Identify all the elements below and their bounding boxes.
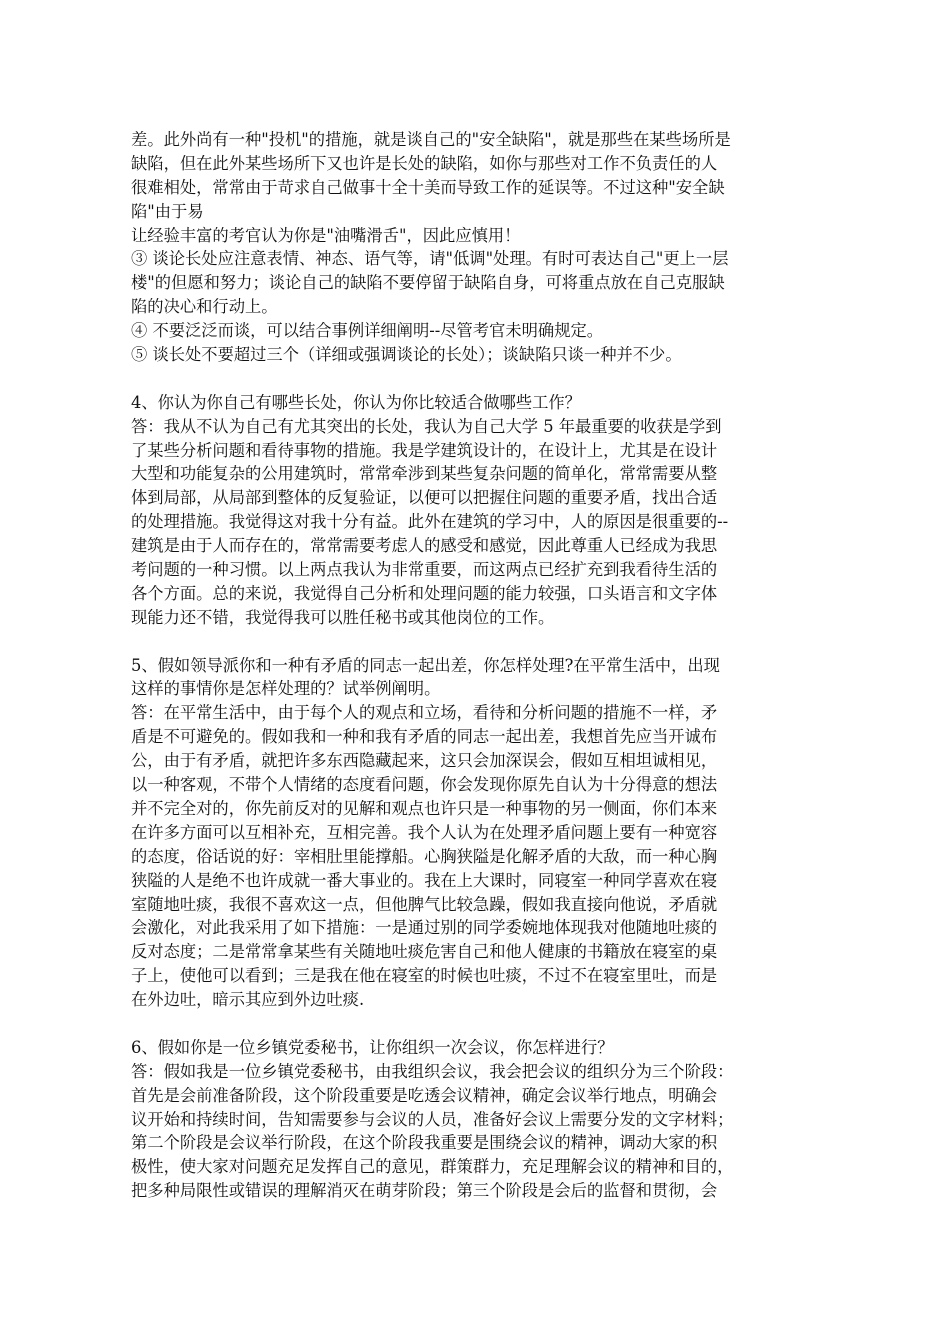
text-line: 第二个阶段是会议举行阶段，在这个阶段我重要是围绕会议的精神，调动大家的积	[131, 1133, 718, 1153]
text-line: 现能力还不错，我觉得我可以胜任秘书或其他岗位的工作。	[131, 607, 555, 627]
text-line: 议开始和持续时间，告知需要参与会议的人员，准备好会议上需要分发的文字材料；	[131, 1109, 734, 1129]
text-line: 在外边吐，暗示其应到外边吐痰.	[131, 990, 365, 1010]
section-question-4	[131, 391, 851, 630]
text-line: 反对态度；二是常常拿某些有关随地吐痰危害自己和他人健康的书籍放在寝室的桌	[131, 942, 718, 962]
text-line: 答：假如我是一位乡镇党委秘书，由我组织会议，我会把会议的组织分为三个阶段：	[131, 1061, 734, 1081]
text-line: 考问题的一种习惯。以上两点我认为非常重要，而这两点已经扩充到我看待生活的	[131, 560, 718, 580]
text-line: 差。此外尚有一种"投机"的措施，就是谈自己的"安全缺陷"，就是那些在某些场所是	[131, 130, 731, 149]
text-line: 各个方面。总的来说，我觉得自己分析和处理问题的能力较强，口头语言和文字体	[131, 583, 718, 603]
text-line: 缺陷，但在此外某些场所下又也许是长处的缺陷，如你与那些对工作不负责任的人	[131, 153, 718, 173]
text-line: 会激化，对此我采用了如下措施：一是通过别的同学委婉地体现我对他随地吐痰的	[131, 918, 718, 938]
text-line: 建筑是由于人而存在的，常常需要考虑人的感受和感觉，因此尊重人已经成为我思	[131, 536, 718, 556]
paragraph-gap	[131, 630, 851, 654]
text-line: 楼"的但愿和努力；谈论自己的缺陷不要停留于缺陷自身，可将重点放在自己克服缺	[131, 273, 725, 293]
section-continuation	[131, 128, 851, 367]
text-line: 极性，使大家对问题充足发挥自己的意见，群策群力，充足理解会议的精神和目的，	[131, 1157, 734, 1177]
text-line: 4、你认为你自己有哪些长处，你认为你比较适合做哪些工作？	[131, 392, 581, 412]
text-line: 在许多方面可以互相补充，互相完善。我个人认为在处理矛盾问题上要有一种宽容	[131, 822, 718, 842]
text-line: 室随地吐痰，我很不喜欢这一点，但他脾气比较急躁，假如我直接向他说，矛盾就	[131, 894, 718, 914]
text-line: 盾是不可避免的。假如我和一种和我有矛盾的同志一起出差，我想首先应当开诚布	[131, 727, 718, 747]
text-line: 5、假如领导派你和一种有矛盾的同志一起出差，你怎样处理?在平常生活中，出现	[131, 655, 720, 675]
text-line: ④ 不要泛泛而谈，可以结合事例详细阐明--尽管考官未明确规定。	[131, 321, 604, 341]
text-line: 陷的决心和行动上。	[131, 297, 278, 317]
text-line: 的处理措施。我觉得这对我十分有益。此外在建筑的学习中，人的原因是很重要的--	[131, 512, 729, 532]
text-line: 的态度，俗话说的好：宰相肚里能撑船。心胸狭隘是化解矛盾的大敌，而一种心胸	[131, 846, 718, 866]
paragraph-gap	[131, 367, 851, 391]
text-line: 把多种局限性或错误的理解消灭在萌芽阶段；第三个阶段是会后的监督和贯彻，会	[131, 1181, 718, 1201]
document-page	[131, 128, 851, 1203]
text-line: 很难相处，常常由于苛求自己做事十全十美而导致工作的延误等。不过这种"安全缺	[131, 177, 725, 197]
text-line: 大型和功能复杂的公用建筑时，常常牵涉到某些复杂问题的简单化，常常需要从整	[131, 464, 718, 484]
text-line: 首先是会前准备阶段，这个阶段重要是吃透会议精神，确定会议举行地点，明确会	[131, 1085, 718, 1105]
text-line: 子上，使他可以看到；三是我在他在寝室的时候也吐痰，不过不在寝室里吐，而是	[131, 966, 718, 986]
text-line: 狭隘的人是绝不也许成就一番大事业的。我在上大课时，同寝室一种同学喜欢在寝	[131, 870, 718, 890]
text-line: 答：在平常生活中，由于每个人的观点和立场，看待和分析问题的措施不一样，矛	[131, 703, 718, 723]
text-line: 6、假如你是一位乡镇党委秘书，让你组织一次会议，你怎样进行？	[131, 1037, 614, 1057]
text-line: 并不完全对的，你先前反对的见解和观点也许只是一种事物的另一侧面，你们本来	[131, 798, 718, 818]
text-line: ③ 谈论长处应注意表情、神态、语气等，请"低调"处理。有时可表达自己"更上一层	[131, 249, 729, 269]
text-line: 答：我从不认为自己有尤其突出的长处，我认为自己大学 5 年最重要的收获是学到	[131, 416, 722, 436]
text-line: 公，由于有矛盾，就把许多东西隐藏起来，这只会加深误会，假如互相坦诚相见，	[131, 751, 718, 771]
text-line: 体到局部，从局部到整体的反复验证，以便可以把握住问题的重要矛盾，找出合适	[131, 488, 718, 508]
section-question-6	[131, 1036, 851, 1203]
text-line: 陷"由于易	[131, 201, 204, 221]
section-question-5	[131, 654, 851, 1012]
text-line: 了某些分析问题和看待事物的措施。我是学建筑设计的，在设计上，尤其是在设计	[131, 440, 718, 460]
text-line: 这样的事情你是怎样处理的？试举例阐明。	[131, 679, 441, 699]
text-line: 让经验丰富的考官认为你是"油嘴滑舌"，因此应慎用！	[131, 225, 521, 245]
text-line: 以一种客观，不带个人情绪的态度看问题，你会发现你原先自认为十分得意的想法	[131, 775, 718, 795]
text-line: ⑤ 谈长处不要超过三个（详细或强调谈论的长处）；谈缺陷只谈一种并不少。	[131, 345, 682, 365]
paragraph-gap	[131, 1012, 851, 1036]
